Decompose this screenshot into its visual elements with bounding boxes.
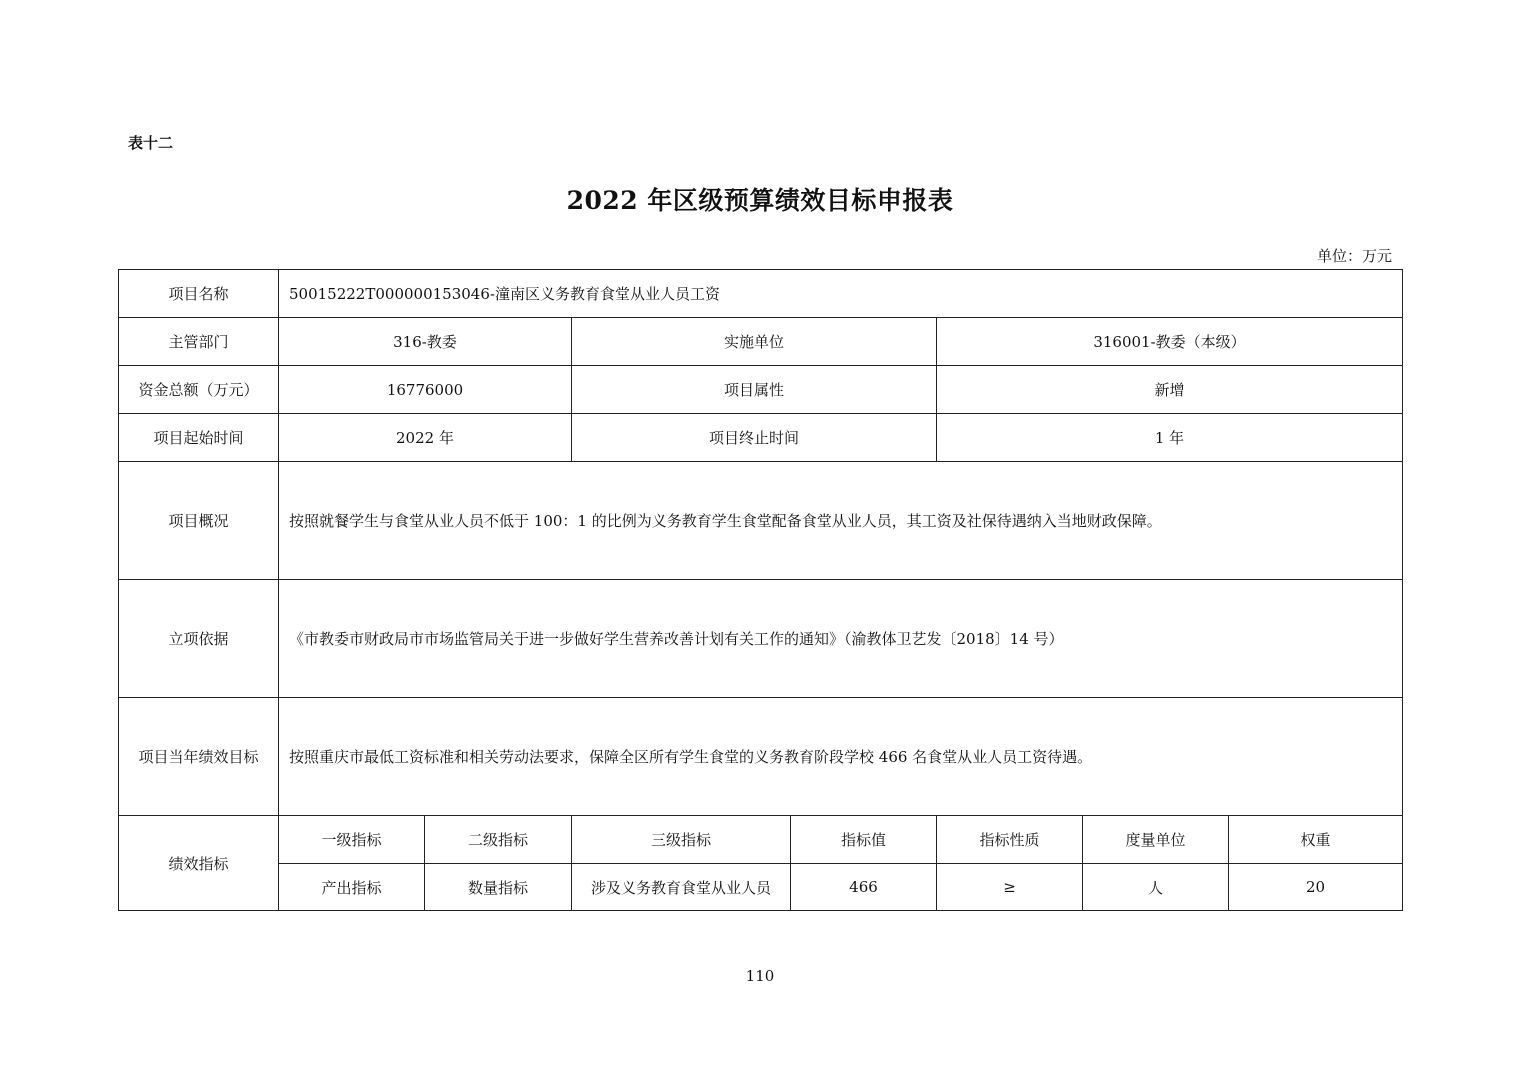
indicators-label: 绩效指标 [119,816,279,911]
end-time-label: 项目终止时间 [572,414,937,462]
indicator-header-cell: 权重 [1229,816,1403,864]
indicator-row [119,864,1403,911]
table-number-label: 表十二 [128,134,174,152]
budget-target-table [118,269,1403,911]
annual-goal-value: 按照重庆市最低工资标准和相关劳动法要求，保障全区所有学生食堂的义务教育阶段学校 466 名食堂从业人员工资待遇。 [279,698,1403,816]
indicator-cell: 466 [791,864,937,911]
row-annual-goal [119,698,1403,816]
start-time-value: 2022 年 [279,414,572,462]
implementer-label: 实施单位 [572,318,937,366]
indicator-cell: 人 [1083,864,1229,911]
page-number: 110 [745,967,775,985]
indicator-cell: ≥ [937,864,1083,911]
row-project-name [119,270,1403,318]
total-funds-value: 16776000 [279,366,572,414]
indicator-header-cell: 度量单位 [1083,816,1229,864]
indicator-cell: 涉及义务教育食堂从业人员 [572,864,791,911]
indicator-header-cell: 二级指标 [425,816,572,864]
end-time-value: 1 年 [937,414,1403,462]
basis-label: 立项依据 [119,580,279,698]
indicator-header-cell: 一级指标 [279,816,425,864]
indicator-cell: 产出指标 [279,864,425,911]
project-name-value: 50015222T000000153046-潼南区义务教育食堂从业人员工资 [279,270,1403,318]
indicator-cell: 20 [1229,864,1403,911]
basis-value: 《市教委市财政局市市场监管局关于进一步做好学生营养改善计划有关工作的通知》（渝教体卫艺发〔2018〕14 号） [279,580,1403,698]
row-time [119,414,1403,462]
total-funds-label: 资金总额（万元） [119,366,279,414]
overview-label: 项目概况 [119,462,279,580]
implementer-value: 316001-教委（本级） [937,318,1403,366]
row-department [119,318,1403,366]
attribute-label: 项目属性 [572,366,937,414]
indicator-header-cell: 指标性质 [937,816,1083,864]
department-value: 316-教委 [279,318,572,366]
project-name-label: 项目名称 [119,270,279,318]
row-basis [119,580,1403,698]
unit-label: 单位：万元 [1316,247,1392,265]
indicator-header-cell: 三级指标 [572,816,791,864]
attribute-value: 新增 [937,366,1403,414]
row-funds [119,366,1403,414]
annual-goal-label: 项目当年绩效目标 [119,698,279,816]
start-time-label: 项目起始时间 [119,414,279,462]
indicator-header-cell: 指标值 [791,816,937,864]
indicator-cell: 数量指标 [425,864,572,911]
indicator-header-row [119,816,1403,864]
overview-value: 按照就餐学生与食堂从业人员不低于 100：1 的比例为义务教育学生食堂配备食堂从业人员，其工资及社保待遇纳入当地财政保障。 [279,462,1403,580]
row-overview [119,462,1403,580]
department-label: 主管部门 [119,318,279,366]
page-title: 2022 年区级预算绩效目标申报表 [566,186,954,215]
